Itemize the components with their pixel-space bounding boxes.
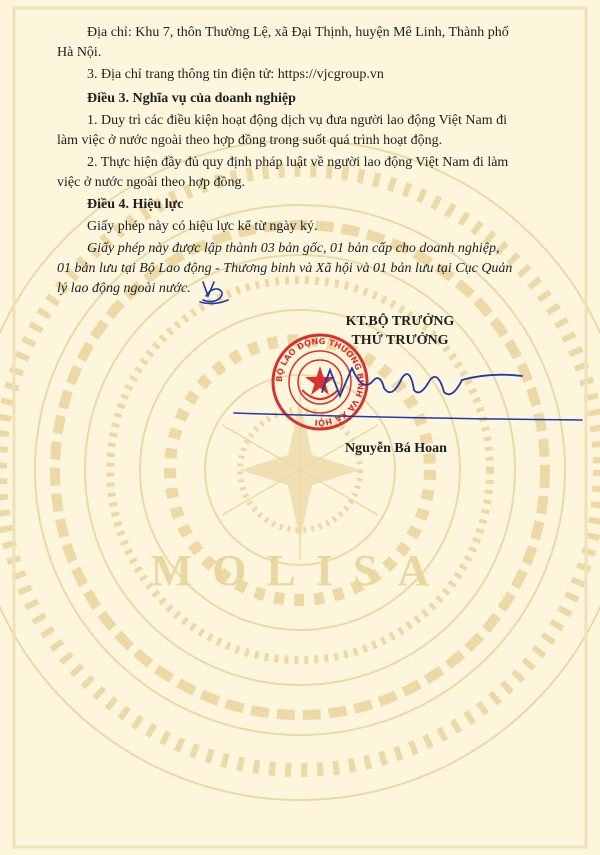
official-seal — [270, 332, 370, 432]
article-4-text: Giấy phép này có hiệu lực kể từ ngày ký. — [87, 219, 318, 234]
national-emblem-icon — [298, 360, 342, 404]
article-3-item-2-line-1: 2. Thực hiện đầy đủ quy định pháp luật về người lao động Việt Nam đi làm — [87, 155, 509, 170]
signature-title-line-2: THỨ TRƯỞNG — [351, 333, 449, 348]
watermark-text: MOLISA — [150, 546, 450, 595]
article-4-heading: Điều 4. Hiệu lực — [87, 197, 184, 212]
copies-line-1: Giấy phép này được lập thành 03 bản gốc, 01 bản cấp cho doanh nghiệp, — [87, 241, 500, 256]
signer-name: Nguyễn Bá Hoan — [345, 441, 447, 456]
article-3-heading: Điều 3. Nghĩa vụ của doanh nghiệp — [87, 91, 296, 106]
website-line: 3. Địa chỉ trang thông tin điện tử: https://vjcgroup.vn — [87, 67, 384, 82]
copies-line-3: lý lao động ngoài nước. — [57, 281, 191, 296]
address-line-1: Địa chỉ: Khu 7, thôn Thường Lệ, xã Đại Thịnh, huyện Mê Linh, Thành phố — [87, 25, 509, 40]
seal-text: BỘ LAO ĐỘNG THƯƠNG BINH VÀ XÃ HỘI — [273, 335, 367, 429]
article-3-item-2-line-2: việc ở nước ngoài theo hợp đồng. — [57, 175, 246, 190]
signature-title-line-1: KT.BỘ TRƯỞNG — [345, 314, 455, 329]
article-3-item-1-line-1: 1. Duy trì các điều kiện hoạt động dịch vụ đưa người lao động Việt Nam đi — [87, 113, 508, 128]
address-line-2: Hà Nội. — [57, 45, 102, 60]
copies-line-2: 01 bản lưu tại Bộ Lao động - Thương binh và Xã hội và 01 bản lưu tại Cục Quản — [57, 261, 513, 276]
article-3-item-1-line-2: làm việc ở nước ngoài theo hợp đồng trong suốt quá trình hoạt động. — [57, 133, 443, 148]
